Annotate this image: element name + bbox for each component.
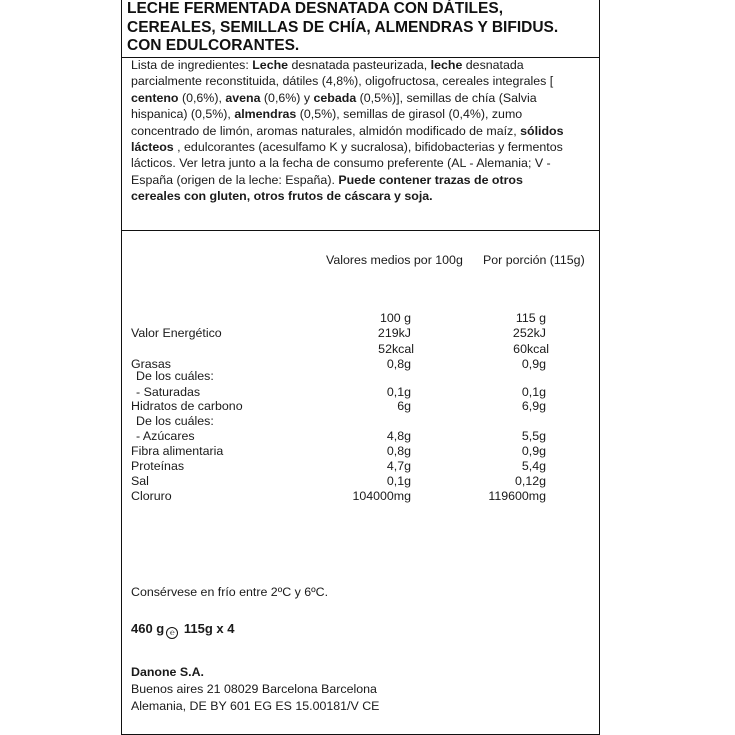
company-address: Buenos aires 21 08029 Barcelona Barcelona [131,682,377,696]
nutrient-label: Fibra alimentaria [131,444,224,458]
net-weight [131,621,234,637]
value-100: 52kcal [378,342,414,356]
value-portion: 119600mg [488,489,546,503]
allergen: sólidos [520,123,564,138]
value-100: 0,8g [386,444,411,458]
value-100: 219kJ [377,326,411,340]
value-100: 0,8g [386,357,411,371]
ingredients-line [131,139,591,155]
nutrient-label: Cloruro [131,489,172,503]
allergen: Leche [252,58,289,72]
value-portion: 252kJ [512,326,546,340]
text: concentrado de limón, aromas naturales, almidón modificado de maíz, [131,123,521,138]
value-portion: 0,12g [514,474,546,488]
value-portion: 0,1g [521,385,546,399]
value-100: 4,8g [386,429,411,443]
ingredients-line: parcialmente reconstituida, dátiles (4,8%), oligofructosa, cereales integrales [ [131,74,554,89]
text: Lista de ingredientes: [131,58,253,72]
value-portion: 0,9g [521,357,546,371]
value-100: 0,1g [386,385,411,399]
product-title [127,0,597,56]
text: desnatada pasteurizada, [288,58,431,72]
nutrient-label: Grasas [131,357,171,371]
allergen: cebada [313,90,357,105]
ingredients-line [131,106,591,122]
storage-instructions: Consérvese en frío entre 2ºC y 6ºC. [131,585,329,599]
text: (0,5%), semillas de girasol (0,4%), zumo [296,107,523,122]
title-line: CEREALES, SEMILLAS DE CHÍA, ALMENDRAS Y BIFIDUS. [127,18,559,36]
ingredients-line [131,57,591,73]
text: (0,6%), [178,90,226,105]
ingredients-line: cereales con gluten, otros frutos de cáscara y soja. [131,189,433,204]
header-per100: Valores medios por 100g [326,253,463,267]
ingredients-list [131,57,591,205]
company-name: Danone S.A. [131,665,204,679]
ingredients-line [131,90,591,106]
value-100: 104000mg [352,489,411,503]
net-weight-pack: 115g x 4 [183,621,235,636]
nutrient-label: Sal [131,474,149,488]
company-codes: Alemania, DE BY 601 EG ES 15.00181/V CE [131,699,380,713]
title-line: CON EDULCORANTES. [127,37,300,54]
allergen: lácteos [131,140,174,155]
nutrient-label: Proteínas [131,459,185,473]
text: hispanica) (0,5%), [131,107,235,122]
ingredients-line [131,123,591,139]
nutrient-label: - Saturadas [136,385,201,399]
value-100: 0,1g [386,474,411,488]
allergen-warning: Puede contener trazas de otros [338,172,523,187]
nutrient-label: - Azúcares [136,429,195,443]
base-portion: 115 g [515,311,546,325]
text: (0,5%)], semillas de chía (Salvia [356,90,537,105]
title-line: LECHE FERMENTADA DESNATADA CON DÁTILES, [127,0,504,17]
text: (0,6%) y [260,90,314,105]
allergen: leche [430,58,463,72]
allergen: almendras [234,107,297,122]
value-portion: 6,9g [521,399,546,413]
value-portion: 0,9g [521,444,546,458]
allergen: centeno [131,90,179,105]
nutrient-label: De los cuáles: [136,369,214,383]
nutrient-label: De los cuáles: [136,414,214,428]
nutrient-label: Valor Energético [131,326,222,340]
nutrient-label: Hidratos de carbono [131,399,243,413]
value-portion: 5,5g [521,429,546,443]
net-weight-amount: 460 g [131,621,165,636]
ingredients-line [131,172,591,188]
divider [121,230,599,231]
text: España (origen de la leche: España). [131,172,339,187]
text: , edulcorantes (acesulfamo K y sucralosa), bifidobacterias y fermentos [173,140,563,155]
header-portion: Por porción (115g) [483,253,585,267]
allergen: avena [225,90,261,105]
base-100: 100 g [379,311,411,325]
ingredients-line: lácticos. Ver letra junto a la fecha de consumo preferente (AL - Alemania; V - [131,156,551,171]
estimated-sign-icon: ℮ [166,627,178,639]
value-portion: 60kcal [513,342,549,356]
text: desnatada [462,58,524,72]
value-100: 4,7g [386,459,411,473]
value-portion: 5,4g [521,459,546,473]
value-100: 6g [397,399,411,413]
